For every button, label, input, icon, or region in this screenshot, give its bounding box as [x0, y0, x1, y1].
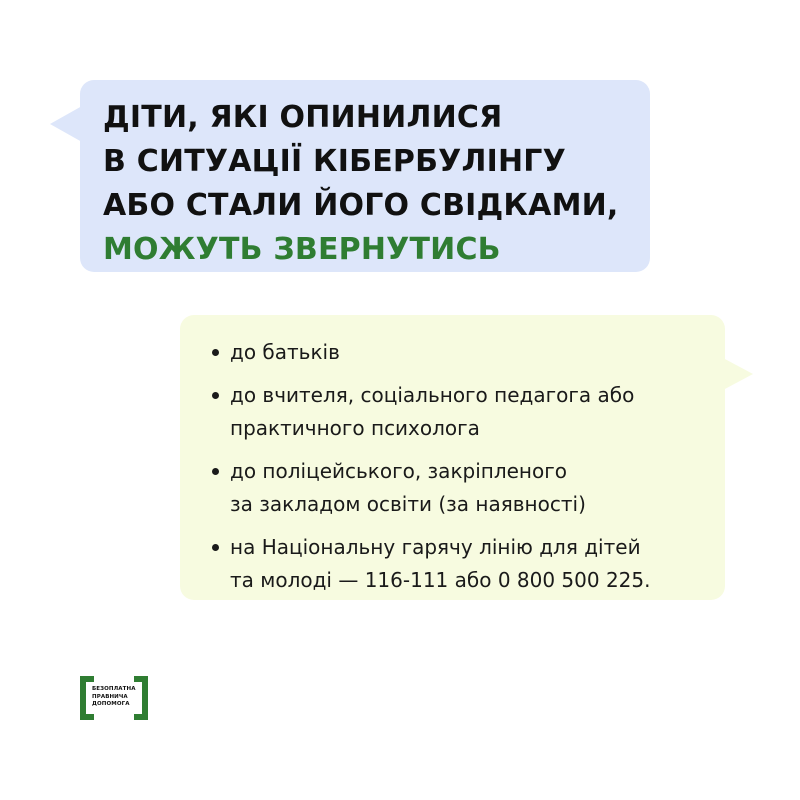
contact-item-police — [210, 455, 651, 521]
headline-line-3: АБО СТАЛИ ЙОГО СВІДКАМИ, — [103, 188, 619, 223]
contact-item-text: до поліцейського, закріпленого — [230, 459, 567, 483]
logo-text-line: ПРАВНИЧА — [92, 693, 128, 700]
bullet-icon — [212, 349, 219, 356]
logo-text-line: ДОПОМОГА — [92, 701, 130, 707]
contact-item-parents — [210, 336, 651, 369]
bullet-icon — [212, 468, 219, 475]
contact-item-text: до батьків — [230, 340, 340, 364]
contact-item-hotline — [210, 531, 651, 597]
legal-aid-logo — [80, 676, 148, 720]
contact-list — [210, 336, 651, 607]
bullet-icon — [212, 392, 219, 399]
contact-item-teacher — [210, 379, 651, 445]
logo-text-line: БЕЗОПЛАТНА — [92, 686, 136, 692]
headline-accent-line: МОЖУТЬ ЗВЕРНУТИСЬ — [103, 232, 501, 267]
bottom-bubble-tail — [723, 358, 753, 390]
contact-item-text: на Національну гарячу лінію для дітей — [230, 535, 641, 559]
headline — [103, 96, 619, 272]
logo-text — [92, 686, 136, 709]
top-bubble-tail — [50, 106, 82, 142]
logo-right-bracket-icon — [142, 676, 148, 720]
bullet-icon — [212, 544, 219, 551]
contact-item-text: за закладом освіти (за наявності) — [230, 492, 586, 516]
headline-line-1: ДІТИ, ЯКІ ОПИНИЛИСЯ — [103, 100, 503, 135]
contact-item-text: та молоді — 116-111 або 0 800 500 225. — [230, 568, 651, 592]
logo-left-bracket-icon — [80, 676, 86, 720]
headline-line-2: В СИТУАЦІЇ КІБЕРБУЛІНГУ — [103, 144, 566, 179]
contact-item-text: до вчителя, соціального педагога або — [230, 383, 635, 407]
contact-item-text: практичного психолога — [230, 416, 480, 440]
